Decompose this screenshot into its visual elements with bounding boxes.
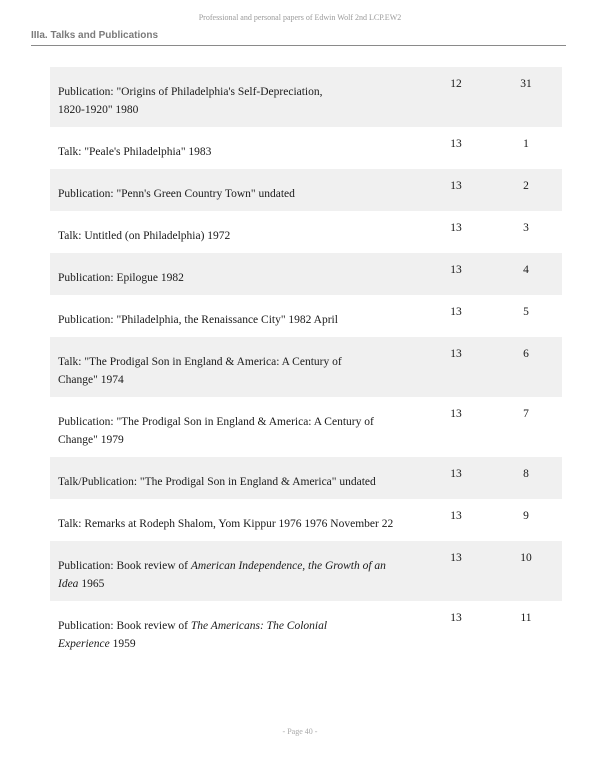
folder-number: 1 [523, 138, 529, 150]
folder-number: 9 [523, 510, 529, 522]
box-number: 13 [450, 552, 462, 564]
box-number: 13 [450, 180, 462, 192]
table-row [50, 211, 562, 253]
folder-number: 5 [523, 306, 529, 318]
item-title: Talk: Remarks at Rodeph Shalom, Yom Kippur 1976 1976 November 22 [58, 518, 394, 530]
table-row [50, 601, 562, 661]
item-title: Publication: "The Prodigal Son in England & America: A Century of Change" 1979 [58, 416, 374, 446]
box-number: 13 [450, 408, 462, 420]
italic-title-text: American Independence, the Growth of an [190, 560, 386, 572]
table-row [50, 169, 562, 211]
box-number: 13 [450, 306, 462, 318]
table-row [50, 499, 562, 541]
item-title: Publication: "Origins of Philadelphia's Self-Depreciation, 1820-1920" 1980 [58, 86, 323, 116]
box-number: 13 [450, 348, 462, 360]
box-number: 13 [450, 510, 462, 522]
section-title: IIIa. Talks and Publications [31, 30, 159, 41]
table-row [50, 337, 562, 397]
table-row [50, 397, 562, 457]
container-list-table [50, 67, 562, 661]
table-row [50, 295, 562, 337]
table-row [50, 457, 562, 499]
folder-number: 6 [523, 348, 529, 360]
table-row [50, 67, 562, 127]
item-title: Publication: "Penn's Green Country Town" undated [58, 188, 295, 200]
box-number: 13 [450, 468, 462, 480]
item-title: Talk: "The Prodigal Son in England & America: A Century of Change" 1974 [58, 356, 342, 386]
italic-title-text: Idea [58, 578, 79, 590]
italic-title-text: The Americans: The Colonial [190, 620, 328, 632]
item-title: Publication: Book review of American Independence, the Growth of an Idea 1965 [58, 560, 386, 590]
folder-number: 7 [523, 408, 529, 420]
box-number: 13 [450, 222, 462, 234]
box-number: 13 [450, 138, 462, 150]
item-title: Publication: Book review of The Americans: The Colonial Experience 1959 [58, 620, 328, 650]
table-row [50, 253, 562, 295]
folder-number: 10 [520, 552, 532, 564]
folder-number: 2 [523, 180, 529, 192]
item-title: Talk: "Peale's Philadelphia" 1983 [58, 146, 212, 158]
page-number: - Page 40 - [282, 727, 318, 736]
item-title: Publication: "Philadelphia, the Renaissance City" 1982 April [58, 314, 338, 326]
item-title: Publication: Epilogue 1982 [58, 272, 184, 284]
table-row [50, 541, 562, 601]
box-number: 13 [450, 264, 462, 276]
folder-number: 3 [523, 222, 529, 234]
item-title: Talk: Untitled (on Philadelphia) 1972 [58, 230, 231, 242]
box-number: 12 [450, 78, 462, 90]
folder-number: 8 [523, 468, 529, 480]
folder-number: 11 [520, 612, 532, 624]
folder-number: 4 [523, 264, 529, 276]
section-divider [31, 45, 566, 46]
folder-number: 31 [520, 78, 532, 90]
box-number: 13 [450, 612, 462, 624]
item-title: Talk/Publication: "The Prodigal Son in England & America" undated [58, 476, 376, 488]
italic-title-text: Experience [58, 638, 110, 650]
running-header: Professional and personal papers of Edwin Wolf 2nd LCP.EW2 [198, 13, 402, 22]
table-row [50, 127, 562, 169]
